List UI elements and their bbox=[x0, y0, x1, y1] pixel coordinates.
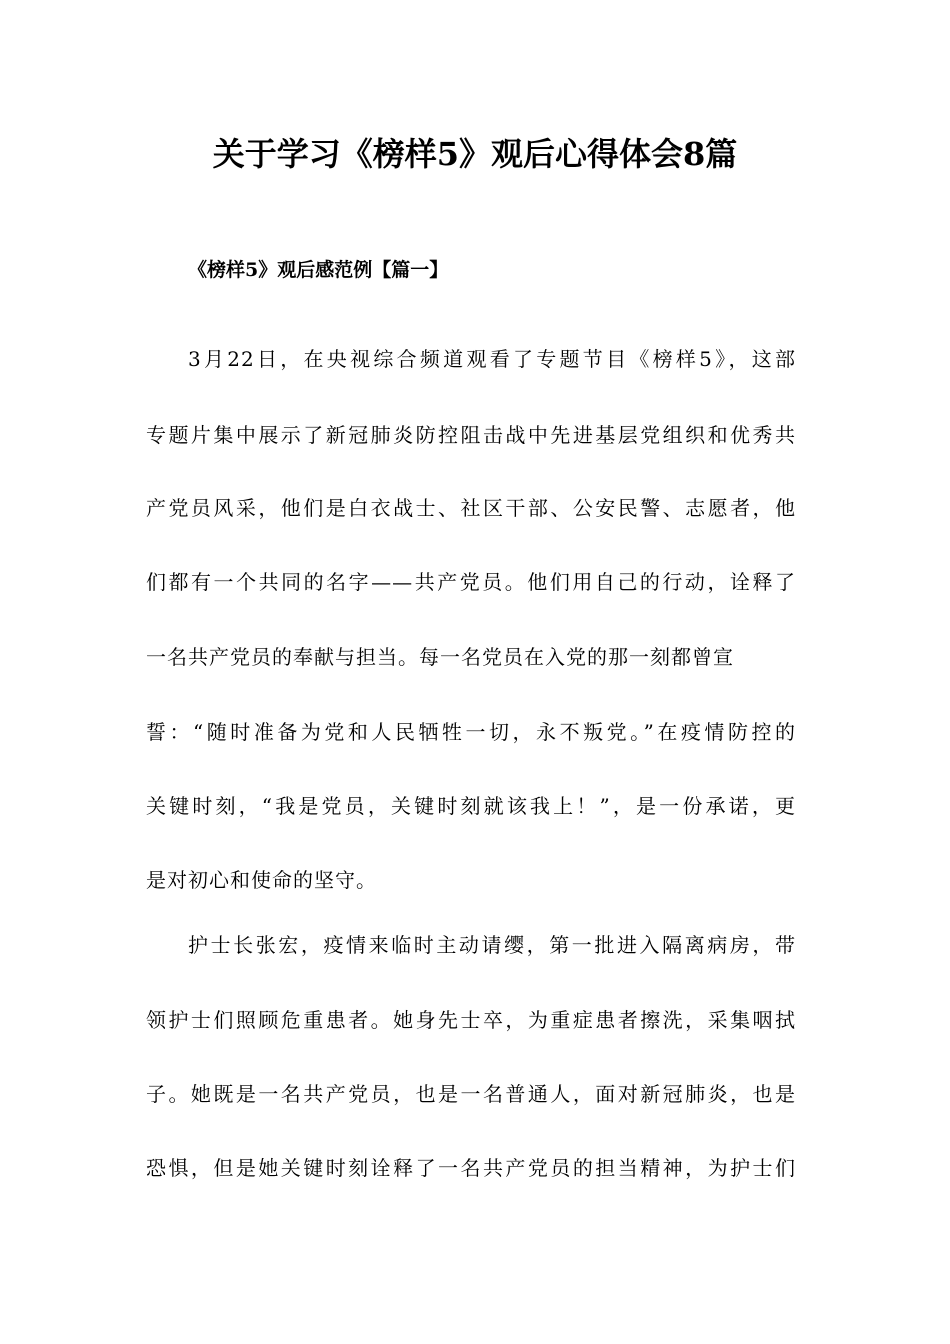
paragraph-1-line-7: 关键时刻，“我是党员，关键时刻就该我上！”，是一份承诺，更 bbox=[146, 794, 796, 818]
paragraph-1-line-8: 是对初心和使命的坚守。 bbox=[146, 868, 377, 892]
paragraph-2-line-3: 子。她既是一名共产党员，也是一名普通人，面对新冠肺炎，也是 bbox=[146, 1082, 796, 1106]
paragraph-2-line-4: 恐惧，但是她关键时刻诠释了一名共产党员的担当精神，为护士们 bbox=[146, 1156, 796, 1180]
paragraph-1-line-4: 们都有一个共同的名字——共产党员。他们用自己的行动，诠释了 bbox=[146, 570, 796, 594]
paragraph-1-line-1: 3月22日，在央视综合频道观看了专题节目《榜样5》，这部 bbox=[188, 347, 796, 371]
paragraph-1-line-6: 誓：“随时准备为党和人民牺牲一切，永不叛党。”在疫情防控的 bbox=[146, 720, 796, 744]
paragraph-2-line-2: 领护士们照顾危重患者。她身先士卒，为重症患者擦洗，采集咽拭 bbox=[146, 1008, 796, 1032]
paragraph-2-line-1: 护士长张宏，疫情来临时主动请缨，第一批进入隔离病房，带 bbox=[188, 933, 796, 957]
paragraph-1-line-5: 一名共产党员的奉献与担当。每一名党员在入党的那一刻都曾宣 bbox=[146, 645, 734, 669]
section-heading: 《榜样5》观后感范例【篇一】 bbox=[188, 259, 449, 281]
document-title: 关于学习《榜样5》观后心得体会8篇 bbox=[212, 135, 738, 173]
paragraph-1-line-2: 专题片集中展示了新冠肺炎防控阻击战中先进基层党组织和优秀共 bbox=[146, 423, 796, 447]
paragraph-1-line-3: 产党员风采，他们是白衣战士、社区干部、公安民警、志愿者，他 bbox=[146, 496, 796, 520]
